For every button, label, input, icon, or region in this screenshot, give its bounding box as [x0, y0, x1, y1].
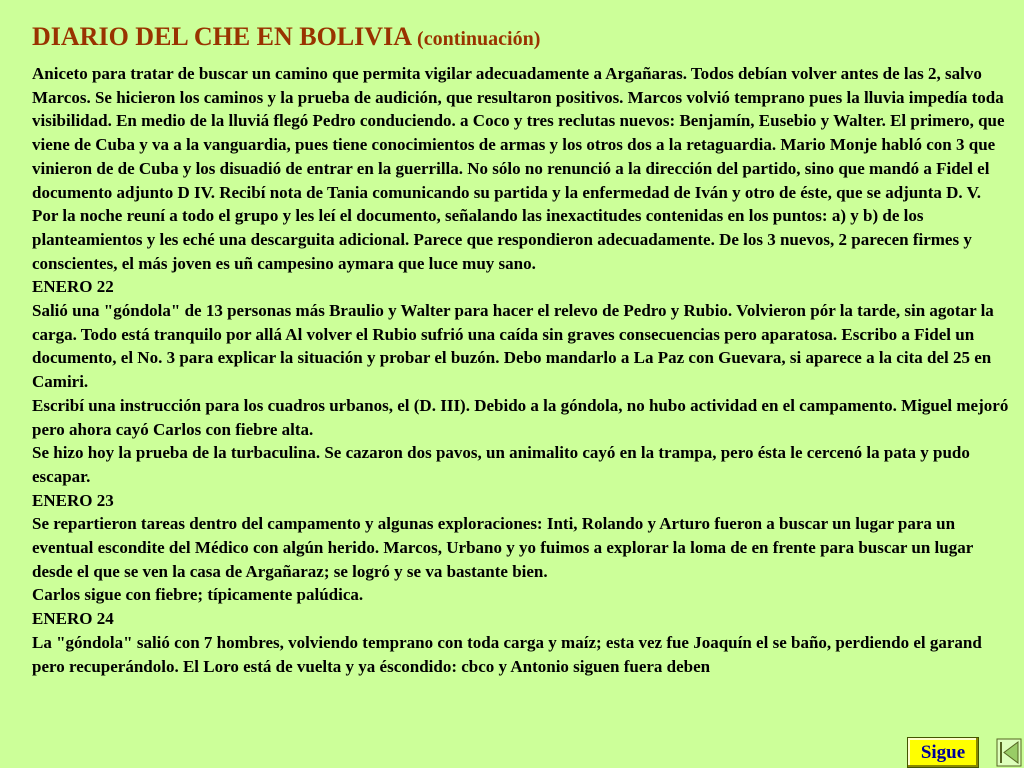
date-heading: ENERO 22	[32, 277, 114, 297]
end-of-show-icon[interactable]	[994, 737, 1024, 768]
paragraph: Salió una "góndola" de 13 personas más Braulio y Walter para hacer el relevo de Pedro y Rubio. Volvieron pór la tarde, sin agotar la carga. Todo está tranquilo por allá Al volver el Rubio sufrió una caída sin graves consecuencias pero aparatosa. Escribo a Fidel un documento, el No. 3 para explicar la situación y probar el buzón. Debo mandarlo a La Paz con Guevara, si aparece a la cita del 25 en Camiri.	[32, 301, 994, 392]
page-title	[32, 20, 540, 56]
title-subtitle: (continuación)	[417, 28, 541, 50]
paragraph: Se hizo hoy la prueba de la turbaculina. Se cazaron dos pavos, un animalito cayó en la trampa, pero ésta le cercenó la pata y pudo escapar.	[32, 443, 970, 486]
paragraph: Carlos sigue con fiebre; típicamente palúdica.	[32, 585, 364, 605]
next-button[interactable]: Sigue	[907, 737, 979, 768]
paragraph: Escribí una instrucción para los cuadros urbanos, el (D. III). Debido a la góndola, no hubo actividad en el campamento. Miguel mejoró pero ahora cayó Carlos con fiebre alta.	[32, 395, 1009, 439]
date-heading: ENERO 23	[32, 490, 114, 510]
date-heading: ENERO 24	[32, 609, 114, 629]
paragraph: La "góndola" salió con 7 hombres, volviendo temprano con toda carga y maíz; esta vez fue Joaquín el se baño, perdiendo el garand pero recuperándolo. El Loro está de vuelta y ya éscondido: cbco y Antonio siguen fuera deben	[32, 632, 982, 676]
diary-text	[32, 62, 1010, 678]
title-main: DIARIO DEL CHE EN BOLIVIA	[32, 22, 411, 51]
paragraph: Aniceto para tratar de buscar un camino que permita vigilar adecuadamente a Argañaras. Todos debían volver antes de las 2, salvo Marcos. Se hicieron los caminos y la prueba de audición, que resultaron positivos. Marcos volvió temprano pues la lluvia impedía toda visibilidad. En medio de la lluviá flegó Pedro conduciendo. a Coco y tres reclutas nuevos: Benjamín, Eusebio y Walter. El primero, que viene de Cuba y va a la vanguardia, pues tiene conocimientos de armas y los otros dos a la retaguardia. Mario Monje habló con 3 que vinieron de de Cuba y los disuadió de entrar en la guerrilla. No sólo no renunció a la dirección del partido, sino que mandó a Fidel el documento adjunto D IV. Recibí nota de Tania comunicando su partida y la enfermedad de Iván y otro de éste, que se adjunta D. V. Por la noche reuní a todo el grupo y les leí el documento, señalando las inexactitudes contenidas en los puntos: a) y b) de los planteamientos y les eché una descarguita adicional. Parece que respondieron adecuadamente. De los 3 nuevos, 2 parecen firmes y conscientes, el más joven es uñ campesino aymara que luce muy sano.	[32, 64, 1005, 273]
paragraph: Se repartieron tareas dentro del campamento y algunas exploraciones: Inti, Rolando y Arturo fueron a buscar un lugar para un eventual escondite del Médico con algún herido. Marcos, Urbano y yo fuimos a explorar la loma de en frente para buscar un lugar desde el que se ven la casa de Argañaraz; se logró y se va bastante bien.	[32, 514, 973, 581]
